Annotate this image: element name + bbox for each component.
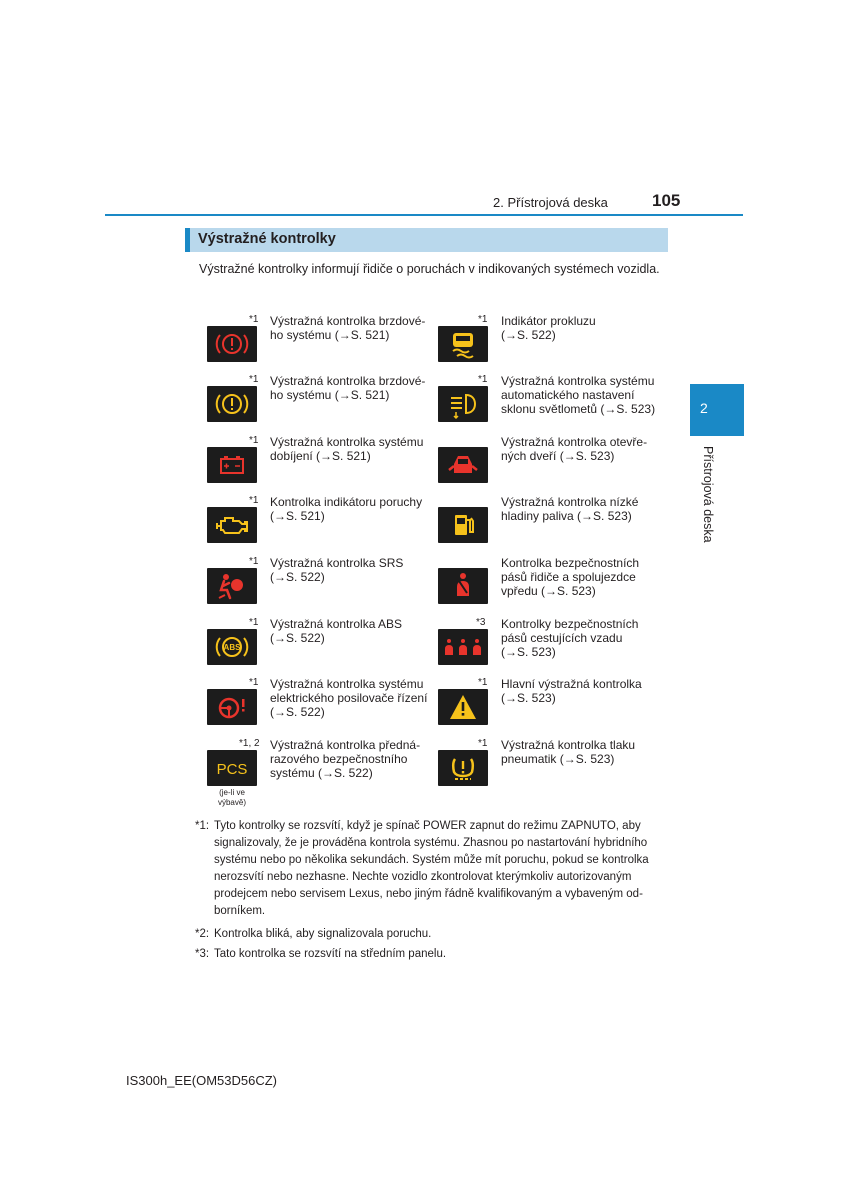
pcs-icon-label: PCS <box>216 761 248 778</box>
chapter-number: 2 <box>700 400 708 416</box>
warning-light-item <box>207 556 437 612</box>
warning-light-item <box>438 314 668 370</box>
warning-light-item <box>438 677 668 733</box>
warning-light-description: Kontrolka indikátoru poruchy (→S. 521) <box>270 495 423 523</box>
battery-icon <box>207 447 257 483</box>
section-intro: Výstražné kontrolky informují řidiče o poruchách v indikovaných systémech vozidla. <box>199 262 660 276</box>
airbag-icon <box>207 568 257 604</box>
warning-light-item <box>207 738 437 807</box>
warning-light-item <box>207 314 437 370</box>
footnote-marker: *1 <box>249 677 259 688</box>
seatbelt-icon <box>438 568 488 604</box>
warning-light-description: Výstražná kontrolka brzdové- ho systému (→S. 521) <box>270 314 426 342</box>
footnote-marker: *3 <box>476 617 486 628</box>
brake-warning-icon <box>207 326 257 362</box>
header-section-title: 2. Přístrojová deska <box>493 195 608 210</box>
footnote-marker: *1 <box>249 435 259 446</box>
footnote-marker: *1 <box>249 374 259 385</box>
footnote-marker: *1, 2 <box>239 738 260 749</box>
footnote-text: Kontrolka bliká, aby signalizovala poruchu. <box>214 928 432 940</box>
warning-light-description: Kontrolka bezpečnostních pásů řidiče a spolujezdce vpředu (→S. 523) <box>501 556 640 598</box>
footnote-marker: *1 <box>478 677 488 688</box>
footnote-marker: *1 <box>478 374 488 385</box>
warning-light-item <box>207 617 437 673</box>
fuel-icon <box>438 507 488 543</box>
master-warning-icon <box>438 689 488 725</box>
warning-light-description: Indikátor prokluzu (→S. 522) <box>501 314 596 342</box>
pcs-icon <box>207 750 257 786</box>
footnote-marker: *1: <box>195 820 210 832</box>
warning-light-item <box>438 495 668 551</box>
slip-indicator-icon <box>438 326 488 362</box>
footnote-marker: *1 <box>249 314 259 325</box>
section-title: Výstražné kontrolky <box>198 231 336 247</box>
warning-light-description: Hlavní výstražná kontrolka (→S. 523) <box>501 677 642 705</box>
warning-light-description: Výstražná kontrolka SRS (→S. 522) <box>270 556 404 584</box>
equipment-note: (je-li ve výbavě) <box>217 788 246 807</box>
section-title-bar <box>185 228 668 252</box>
header-rule <box>105 214 743 216</box>
footnote-text: Tyto kontrolky se rozsvítí, když je spínač POWER zapnut do režimu ZAPNUTO, aby signalizovaly, že je prováděna kontrola systému. Zhasnou po nastartování hybridního systému nebo po několika sekundách. Systém může mít poruchu, pokud se kontrolka nerozsvítí nebo nezhasne. Nechte vozidlo zkontrolovat kterýmkoliv autorizovaným prodejcem nebo servisem Lexus, nebo jiným řádně kvalifikovaným a vybaveným od- borníkem. <box>214 820 649 917</box>
warning-light-description: Výstražná kontrolka brzdové- ho systému (→S. 521) <box>270 374 426 402</box>
warning-light-item <box>207 374 437 430</box>
warning-light-item <box>207 495 437 551</box>
footnote-marker: *1 <box>478 738 488 749</box>
headlight-leveling-icon <box>438 386 488 422</box>
rear-seatbelt-icon <box>438 629 488 665</box>
tire-pressure-icon <box>438 750 488 786</box>
warning-light-description: Výstražná kontrolka systému dobíjení (→S. 521) <box>270 435 424 463</box>
warning-light-description: Výstražná kontrolka tlaku pneumatik (→S. 523) <box>501 738 636 766</box>
warning-light-item <box>438 556 668 612</box>
warning-light-item <box>438 374 668 430</box>
power-steering-icon <box>207 689 257 725</box>
svg-text:ABS: ABS <box>223 643 241 652</box>
warning-light-description: Výstražná kontrolka systému elektrického posilovače řízení (→S. 522) <box>270 677 428 719</box>
warning-light-description: Kontrolky bezpečnostních pásů cestujících vzadu (→S. 523) <box>501 617 639 659</box>
abs-icon <box>207 629 257 665</box>
chapter-tab <box>690 384 744 436</box>
warning-light-item <box>207 435 437 491</box>
warning-light-item <box>438 617 668 673</box>
footnote-marker: *1 <box>478 314 488 325</box>
model-code: IS300h_EE(OM53D56CZ) <box>126 1073 278 1088</box>
warning-light-description: Výstražná kontrolka otevře- ných dveří (→S. 523) <box>501 435 648 463</box>
warning-light-description: Výstražná kontrolka předná- razového bezpečnostního systému (→S. 522) <box>270 738 421 780</box>
open-door-icon <box>438 447 488 483</box>
warning-light-description: Výstražná kontrolka systému automatického nastavení sklonu světlometů (→S. 523) <box>501 374 656 416</box>
warning-light-description: Výstražná kontrolka ABS (→S. 522) <box>270 617 403 645</box>
warning-light-item <box>438 435 668 491</box>
chapter-label: Přístrojová deska <box>701 446 715 543</box>
footnote-marker: *3: <box>195 948 210 960</box>
footnote-marker: *1 <box>249 617 259 628</box>
warning-light-description: Výstražná kontrolka nízké hladiny paliva (→S. 523) <box>501 495 639 523</box>
page-number: 105 <box>652 191 681 210</box>
warning-light-item <box>438 738 668 794</box>
footnote-marker: *1 <box>249 556 259 567</box>
brake-warning-yellow-icon <box>207 386 257 422</box>
engine-icon <box>207 507 257 543</box>
footnote-marker: *1 <box>249 495 259 506</box>
footnote-text: Tato kontrolka se rozsvítí na středním panelu. <box>214 948 447 960</box>
warning-light-item <box>207 677 437 733</box>
footnote-marker: *2: <box>195 928 210 940</box>
